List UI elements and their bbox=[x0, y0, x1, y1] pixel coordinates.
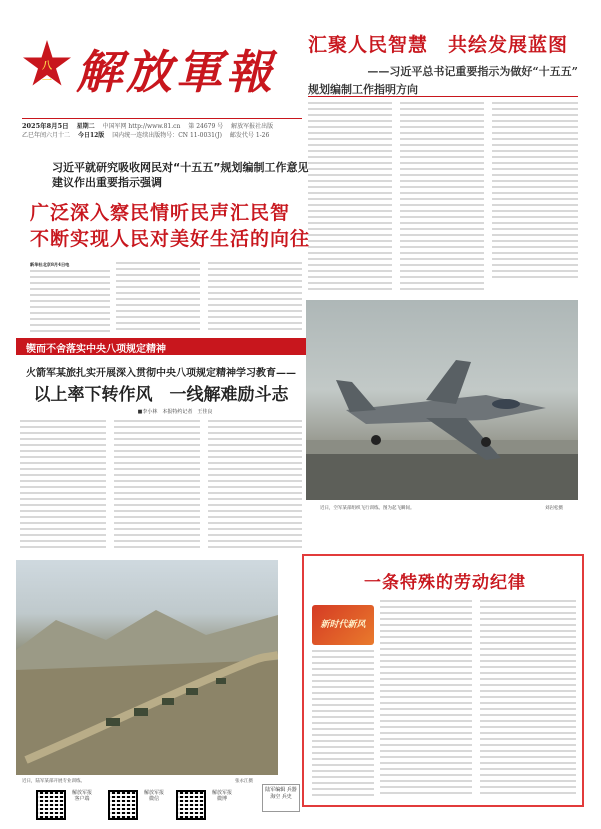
publisher: 解放军报社出版 bbox=[231, 123, 274, 130]
photo1-credit: 刘岩松摄 bbox=[545, 506, 563, 511]
section-title[interactable]: 以上率下转作风 一线解难励斗志 bbox=[33, 385, 289, 405]
top-story-title: 汇聚人民智慧 共绘发展蓝图 bbox=[308, 34, 569, 56]
lead-column-1 bbox=[30, 270, 110, 332]
lead-title[interactable]: 广泛深入察民情听民声汇民智 不断实现人民对美好生活的向往 bbox=[30, 202, 311, 250]
photo2-credit: 张永江摄 bbox=[235, 779, 253, 784]
issue-number: 第 24679 号 bbox=[188, 123, 224, 130]
section-column-3 bbox=[208, 420, 302, 554]
lead-column-3 bbox=[208, 262, 302, 332]
footer-box: 陆军编辑 兵器 海空 兵史 bbox=[262, 784, 300, 812]
lunar-date: 乙巳年闰六月十二 bbox=[22, 132, 71, 139]
issue-date: 2025年8月5日 bbox=[22, 122, 69, 130]
photo2-caption: 近日，陆军某部开展专业训练。 bbox=[22, 779, 85, 784]
top-story-column-1 bbox=[308, 102, 392, 294]
fighter-jet-photo[interactable] bbox=[306, 300, 578, 500]
column-badge: 新时代新风 bbox=[312, 605, 374, 645]
qr-code-icon[interactable] bbox=[176, 790, 206, 820]
lead-dateline: 新华社北京8月4日电 bbox=[30, 262, 70, 267]
photo1-caption: 近日，空军某部组织飞行训练。图为起飞瞬间。 bbox=[320, 506, 415, 511]
postal-code: 邮发代号 1-26 bbox=[229, 132, 270, 139]
weekday: 星期二 bbox=[76, 123, 95, 130]
section-column-1 bbox=[20, 420, 106, 554]
top-story-column-2 bbox=[400, 102, 484, 294]
boxed-article-title[interactable]: 一条特殊的劳动纪律 bbox=[364, 573, 526, 593]
page-count: 今日12版 bbox=[77, 132, 105, 139]
top-story-subtitle: ——习近平总书记重要指示为做好“十五五” bbox=[367, 65, 578, 78]
section-byline: ■李小林 本报特约记者 王佳良 bbox=[137, 409, 213, 415]
boxed-column-1 bbox=[380, 600, 472, 800]
qr-code-icon[interactable] bbox=[108, 790, 138, 820]
qr-label-2: 解放军报微信 bbox=[143, 790, 164, 802]
qr-label-1: 解放军报客户端 bbox=[71, 790, 92, 802]
newspaper-title: 解放軍報 bbox=[76, 45, 276, 99]
boxed-column-2 bbox=[480, 600, 576, 800]
lead-kicker: 习近平就研究吸收网民对“十五五”规划编制工作意见建议作出重要指示强调 bbox=[52, 161, 309, 189]
top-story-subtitle-2: 规划编制工作指明方向 bbox=[308, 83, 418, 96]
dateline bbox=[22, 118, 302, 144]
boxed-column-0 bbox=[312, 650, 374, 800]
section-column-2 bbox=[114, 420, 200, 554]
cn-number: 国内统一连续出版物号：CN 11-0031(J) bbox=[112, 132, 222, 139]
section-banner[interactable]: 锲而不舍落实中央八项规定精神 bbox=[16, 338, 306, 355]
top-divider bbox=[308, 96, 578, 97]
top-story[interactable] bbox=[308, 30, 578, 97]
top-story-column-3 bbox=[492, 102, 578, 294]
website[interactable]: 中国军网 http://www.81.cn bbox=[102, 123, 181, 130]
qr-label-3: 解放军报微博 bbox=[211, 790, 232, 802]
emblem-text: 八一 bbox=[42, 61, 52, 87]
convoy-landscape-photo[interactable] bbox=[16, 560, 278, 775]
qr-code-icon[interactable] bbox=[36, 790, 66, 820]
section-subtitle: 火箭军某旅扎实开展深入贯彻中央八项规定精神学习教育—— bbox=[26, 368, 296, 379]
lead-column-2 bbox=[116, 262, 200, 332]
